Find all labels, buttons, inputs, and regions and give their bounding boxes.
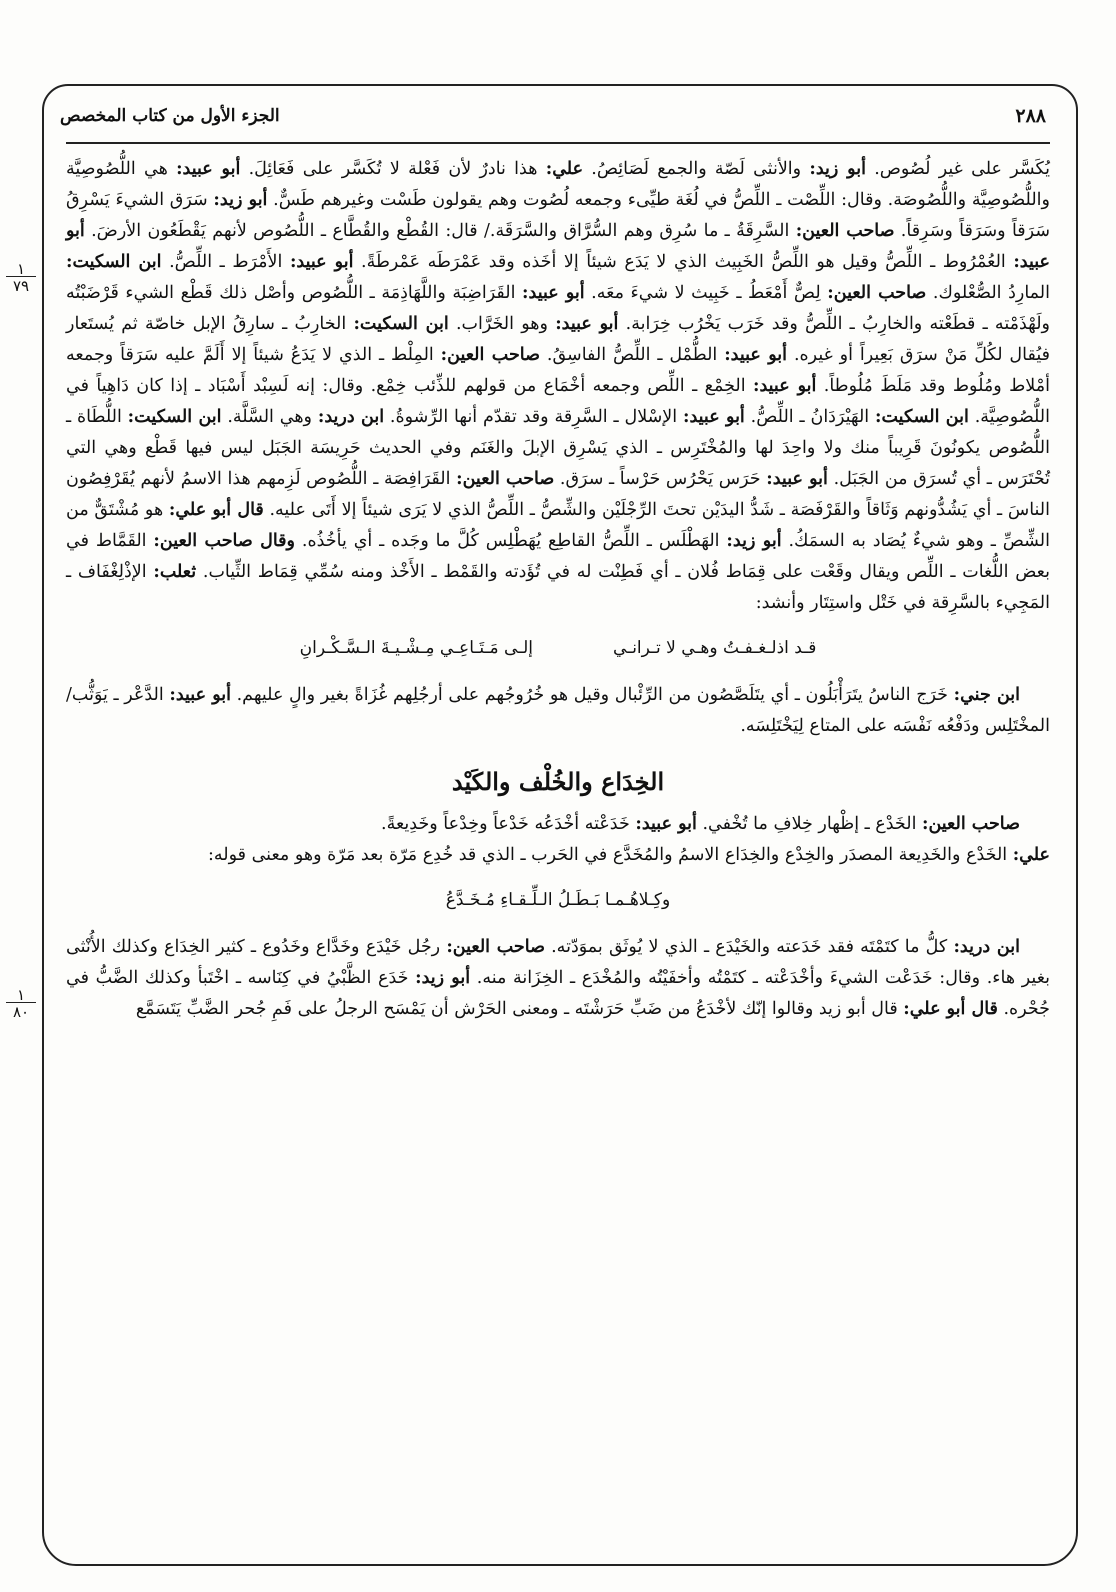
- speaker-label: أبو زيد:: [415, 968, 471, 988]
- verse-hemistich-left: إلـى مَـتَـاعِـي مِـشْـيـةَ الـسَّـكْـرانِ: [299, 638, 534, 658]
- speaker-label: أبو عبيد:: [289, 252, 354, 272]
- margin-folio-79: ١ ٧٩: [6, 262, 36, 293]
- speaker-label: أبو عبيد:: [555, 314, 619, 334]
- main-text: [66, 154, 1050, 1025]
- speaker-label: صاحب العين:: [827, 283, 927, 303]
- paragraph: ابن دريد: كلُّ ما كتَمْتَه فقد خَدَعته والخَيْدَع ـ الذي لا يُوثَق بموَدّته. صاحب العين: رجُل خَيْدَع وخَدَّاع وخَدُوع ـ كثير الخِدَاع وكذلك الأُنْثى بغير هاء. وقال: خَدَعْت الشيءَ وأخْدَعْته ـ كتَمْتُه وأخفَيْتُه والمُخْدَع ـ الخِزَانة منه. أبو زيد: خَدَع الظَّبْيُ في كِنَاسه ـ اخْتَبأ وكذلك الضَّبُّ في جُحْره. قال أبو علي: قال أبو زيد وقالوا إنّك لأخْدَعُ من ضَبِّ حَرَشْتَه ـ ومعنى الحَرْش أن يَمْسَح الرجلُ على فَمِ جُحر الضَّبِّ يَتَسَمَّع: [66, 937, 1051, 1019]
- verse-text: وكِـلاهُـمـا بَـطَـلُ الـلِّـقـاءِ مُـخَـدَّعُ: [445, 890, 671, 910]
- speaker-label: أبو عبيد:: [724, 345, 788, 365]
- speaker-label: ابن دريد:: [317, 407, 385, 427]
- verse-line: [66, 885, 1050, 916]
- paragraph: يُكَسَّر على غير لُصُوص. أبو زيد: والأنثى لَصّة والجمع لَصَائِصُ. علي: هذا نادرٌ لأن فَعْلة لا تُكَسَّر على فَعَائِلَ. أبو عبيد: هي اللُّصُوصِيَّة واللُّصُوصِيَّة واللُّصُوصَة. وقال: اللِّصْت ـ اللِّصُّ في لُغَة طيِّىء وجمعه لُصُوت وهم يقولون طَسْت وغيرهم طَسٌّ. أبو زيد: سَرَق الشيءَ يَسْرِقُ سَرَقاً وسَرَقاً وسَرِقاً. صاحب العين: السَّرِقَةُ ـ ما سُرِق وهم السُّرَّاق والسَّرَقَة./ قال: القُطْع والقُطَّاع ـ اللُّصُوص لأنهم يَقْطَعُون الأرضَ. أبو عبيد: العُمْرُوط ـ اللِّصُّ وقيل هو اللِّصُّ الخَبِيث الذي لا يَدَع شيئاً إلا أخَذه وقد عَمْرَطَه عَمْرطَةً. أبو عبيد: الأَمْرَط ـ اللِّصُّ. ابن السكيت: المارِدُ الصُّعْلوك. صاحب العين: لِصٌّ أَمْعَطُ ـ خَبِيث لا شيءَ معَه. أبو عبيد: القَرَاضِبَة واللَّهَاذِمَة ـ اللُّصُوص وأصْل ذلك قَطْع الشيء قَرْضَبْتُه ولَهْذَمْته ـ قطَعْته والخارِبُ ـ اللِّصُّ وقد خَرَب يَخْرُب خِرَابة. أبو عبيد: وهو الخَرَّاب. ابن السكيت: الخارِبُ ـ سارِقُ الإبل خاصّة ثم يُستَعار فيُقال لكُلِّ مَنْ سرَق بَعِيراً أو غيره. أبو عبيد: الطُّمْل ـ اللِّصُّ الفاسِقُ. صاحب العين: المِلْط ـ الذي لا يَدَعُ شيئاً إلا أَلَمَّ عليه سَرَقاً وجمعه أمْلاط ومُلُوط وقد مَلَطَ مُلُوطاً. أبو عبيد: الخِمْع ـ اللِّص وجمعه أخْمَاع من قولهم للذِّئب خِمْع. وقال: إنه لَسِبْد أَسْبَاد ـ إذا كان دَاهِياً في اللُّصُوصِيَّة. ابن السكيت: الهَيْرَدَانُ ـ اللِّصُّ. أبو عبيد: الإسْلال ـ السَّرِقة وقد تقدّم أنها الرِّشوةُ. ابن دريد: وهي السَّلَّة. ابن السكيت: اللُّطَاة ـ اللُّصُوص يكونُونَ قَرِيباً منك ولا واحِدَ لها والمُخْتَرِس ـ الذي يَسْرِق الإبلَ والغَنَم وفي الحديث حَرِيسَة الجَبَل ليس فيها قَطْع وهي التي تُحْتَرَس ـ أي تُسرَق من الجَبَل. أبو عبيد: حَرَس يَحْرُس حَرْساً ـ سرَق. صاحب العين: القَرَافِصَة ـ اللُّصُوص لَزِمهم هذا الاسمُ لأنهم يُقَرْفِصُون الناسَ ـ أي يَشُدُّونهم وَثَاقاً والقَرْفَصَة ـ شَدُّ اليدَيْن تحتَ الرِّجْلَيْن والشِّصُّ ـ اللِّصُّ الذي لا يَرَى شيئاً إلا أَتَى عليه. قال أبو علي: هو مُشْتَقٌّ من الشِّصِّ ـ وهو شيءٌ يُصَاد به السمَكُ. أبو زيد: الهَطْلَس ـ اللِّصُّ القاطِع يُهَطْلِس كُلَّ ما وجَده ـ أي يأخُذُه. وقال صاحب العين: القَمَّاط في بعض اللُّغات ـ اللِّص ويقال وقَعْت على قِمَاط فُلان ـ أي فَطِنْت له في تُؤَدته والقَمْط ـ الأَخْذ ومنه سُمِّي قِمَاط الثِّياب. ثعلب: الإذْلِغْفَاف ـ المَجِيء بالسَّرِقة في خَتْل واستِتَار وأنشد:: [66, 159, 1051, 613]
- speaker-label: صاحب العين:: [446, 937, 545, 957]
- speaker-label: أبو زيد:: [726, 531, 782, 551]
- speaker-label: أبو عبيد:: [752, 376, 817, 396]
- running-title: الجزء الأول من كتاب المخصص: [60, 106, 280, 126]
- speaker-label: أبو عبيد:: [766, 469, 828, 489]
- speaker-label: علي:: [1012, 845, 1050, 865]
- verse-line: [66, 633, 1050, 664]
- speaker-label: صاحب العين:: [795, 221, 895, 241]
- speaker-label: علي:: [545, 159, 584, 179]
- speaker-label: أبو عبيد:: [176, 159, 241, 179]
- speaker-label: صاحب العين:: [440, 345, 540, 365]
- section-heading: الخِدَاع والخُلْف والكَيْد: [451, 767, 665, 796]
- speaker-label: ابن جني:: [953, 685, 1021, 705]
- page-number: ٢٨٨: [1015, 105, 1046, 127]
- speaker-label: وقال صاحب العين:: [153, 531, 295, 551]
- speaker-label: أبو زيد:: [213, 190, 268, 210]
- speaker-label: ابن السكيت:: [127, 407, 222, 427]
- speaker-label: قال أبو علي:: [903, 999, 998, 1019]
- speaker-label: ابن السكيت:: [875, 407, 969, 427]
- paragraph: علي: الخَدْع والخَدِيعة المصدَر والخِدْع والخِدَاع الاسمُ والمُخَدَّع في الحَرب ـ الذي قد خُدِع مَرّة بعد مَرّة وهو معنى قوله:: [208, 845, 1050, 865]
- speaker-label: صاحب العين:: [456, 469, 555, 489]
- speaker-label: أبو عبيد:: [522, 283, 585, 303]
- header-rule: [66, 142, 1050, 144]
- paragraph: صاحب العين: الخَدْع ـ إظْهار خِلافِ ما تُخْفي. أبو عبيد: خَدَعْته أخْدَعُه خَدْعاً وخِدْعاً وخَدِيعةً.: [381, 814, 1020, 834]
- speaker-label: أبو عبيد:: [169, 685, 231, 705]
- speaker-label: صاحب العين:: [922, 814, 1020, 834]
- speaker-label: ثعلب:: [153, 562, 197, 582]
- margin-folio-80: ١ ٨٠: [6, 988, 36, 1019]
- speaker-label: أبو زيد:: [809, 159, 866, 179]
- speaker-label: أبو عبيد:: [683, 407, 745, 427]
- paragraph: ابن جني: خَرَج الناسُ يتَرَأْبَلُون ـ أي يتَلَصَّصُون من الرِّئْبال وقيل هو خُرُوجُهم على أرجُلِهم غُزَاةً بغير والٍ عليهم. أبو عبيد: الدَّعْر ـ يَوَثُّب/ المخْتَلِس ودَفْعُه نَفْسَه على المتاع لِيَخْتَلِسَه.: [66, 685, 1050, 736]
- speaker-label: ابن السكيت:: [66, 252, 162, 272]
- speaker-label: ابن دريد:: [953, 937, 1020, 957]
- page-header: [60, 96, 1046, 136]
- speaker-label: أبو عبيد:: [66, 221, 1050, 272]
- speaker-label: أبو عبيد:: [635, 814, 697, 834]
- speaker-label: ابن السكيت:: [353, 314, 449, 334]
- speaker-label: قال أبو علي:: [168, 500, 264, 520]
- verse-hemistich-right: قـد اذلـغـفـتُ وهـي لا تـرانـي: [613, 638, 817, 658]
